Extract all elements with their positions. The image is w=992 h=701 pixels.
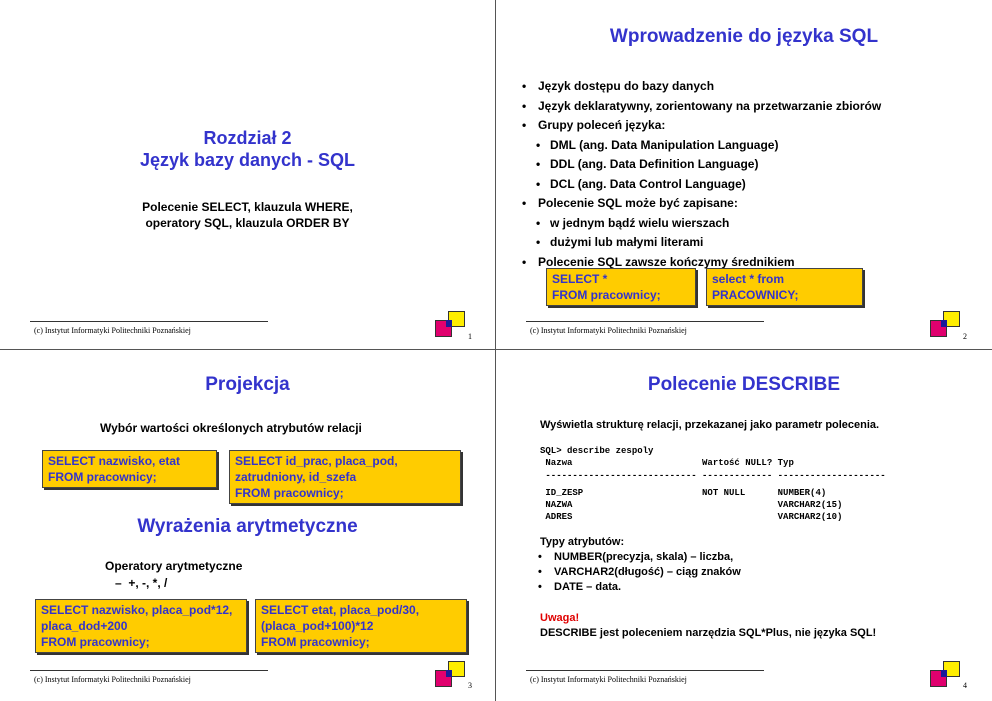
footer-divider <box>30 670 268 671</box>
bullet-item: • Polecenie SQL zawsze kończymy średnikiem <box>520 253 881 273</box>
operators-list: – +, -, *, / <box>115 576 168 590</box>
institute-logo <box>930 311 960 337</box>
code-line: FROM pracownicy; <box>552 288 661 302</box>
slide-2-title: Wprowadzenie do języka SQL <box>609 26 879 47</box>
footer-text: (c) Instytut Informatyki Politechniki Poznańskiej <box>530 675 687 684</box>
types-list <box>536 550 741 595</box>
code-line: FROM pracownicy; <box>41 635 150 649</box>
code-line: zatrudniony, id_szefa <box>235 470 357 484</box>
bullet-item: • Grupy poleceń języka: <box>520 116 881 136</box>
slide-3-title: Projekcja <box>205 374 290 395</box>
types-label: Typy atrybutów: <box>540 536 625 548</box>
describe-row: ID_ZESP NOT NULL NUMBER(4) <box>540 488 827 498</box>
slide-4 <box>496 350 992 701</box>
type-item: • NUMBER(precyzja, skala) – liczba, <box>536 550 741 565</box>
bullet-item: • Polecenie SQL może być zapisane: <box>520 194 881 214</box>
slide-1-title-line-2: Język bazy danych - SQL <box>139 150 356 170</box>
sql-command-line: SQL> describe zespoly <box>540 446 654 456</box>
slide-2-bullet-list <box>520 77 881 272</box>
code-line: FROM pracownicy; <box>48 470 157 484</box>
slide-4-title: Polecenie DESCRIBE <box>647 374 841 395</box>
slide-3-description: Wybór wartości określonych atrybutów relacji <box>100 421 362 435</box>
type-item: • DATE – data. <box>536 580 741 595</box>
bullet-item: • Język deklaratywny, zorientowany na przetwarzanie zbiorów <box>520 97 881 117</box>
sub-bullet-item: • w jednym bądź wielu wierszach <box>520 214 881 234</box>
code-line: FROM pracownicy; <box>261 635 370 649</box>
code-line: SELECT nazwisko, etat <box>48 454 181 468</box>
slide-3-section-title: Wyrażenia arytmetyczne <box>137 516 358 537</box>
code-line: placa_dod+200 <box>41 619 128 633</box>
sql-example-box <box>35 599 247 653</box>
slide-3 <box>0 350 495 701</box>
warning-label: Uwaga! <box>540 612 580 624</box>
code-line: select * from <box>712 272 785 286</box>
sql-example-box <box>546 268 696 306</box>
code-line: SELECT * <box>552 272 608 286</box>
warning-text: DESCRIBE jest poleceniem narzędzia SQL*Plus, nie języka SQL! <box>540 627 877 639</box>
sql-example-box <box>229 450 461 504</box>
sub-bullet-item: • DML (ang. Data Manipulation Language) <box>520 136 881 156</box>
sql-example-box <box>706 268 863 306</box>
institute-logo <box>930 661 960 687</box>
code-line: PRACOWNICY; <box>712 288 799 302</box>
code-line: SELECT nazwisko, placa_pod*12, <box>41 603 233 617</box>
slide-1 <box>0 0 495 349</box>
describe-row: NAZWA VARCHAR2(15) <box>540 500 843 510</box>
slide-2 <box>496 0 992 349</box>
describe-separator: ---------------------------- ------------- -------------------- <box>540 471 886 481</box>
institute-logo <box>435 661 465 687</box>
page-number: 4 <box>963 681 967 690</box>
footer-divider <box>30 321 268 322</box>
footer-text: (c) Instytut Informatyki Politechniki Poznańskiej <box>530 326 687 335</box>
describe-row: ADRES VARCHAR2(10) <box>540 512 843 522</box>
page-number: 2 <box>963 332 967 341</box>
institute-logo <box>435 311 465 337</box>
code-line: FROM pracownicy; <box>235 486 344 500</box>
sub-bullet-item: • DDL (ang. Data Definition Language) <box>520 155 881 175</box>
bullet-item: • Język dostępu do bazy danych <box>520 77 881 97</box>
footer-text: (c) Instytut Informatyki Politechniki Poznańskiej <box>34 326 191 335</box>
sub-bullet-item: • DCL (ang. Data Control Language) <box>520 175 881 195</box>
type-item: • VARCHAR2(długość) – ciąg znaków <box>536 565 741 580</box>
code-line: SELECT id_prac, placa_pod, <box>235 454 398 468</box>
code-line: (placa_pod+100)*12 <box>261 619 374 633</box>
slide-1-subtitle-line-1: Polecenie SELECT, klauzula WHERE, <box>142 200 353 214</box>
slide-1-title-line-1: Rozdział 2 <box>203 128 292 148</box>
sql-example-box <box>42 450 217 488</box>
footer-text: (c) Instytut Informatyki Politechniki Poznańskiej <box>34 675 191 684</box>
footer-divider <box>526 670 764 671</box>
page-number: 1 <box>468 332 472 341</box>
operators-label: Operatory arytmetyczne <box>105 559 243 573</box>
slide-4-description: Wyświetla strukturę relacji, przekazanej jako parametr polecenia. <box>540 419 880 431</box>
describe-header: Nazwa Wartość NULL? Typ <box>540 458 794 468</box>
footer-divider <box>526 321 764 322</box>
sql-example-box <box>255 599 467 653</box>
page-number: 3 <box>468 681 472 690</box>
code-line: SELECT etat, placa_pod/30, <box>261 603 420 617</box>
slide-1-subtitle-line-2: operatory SQL, klauzula ORDER BY <box>145 216 350 230</box>
sub-bullet-item: • dużymi lub małymi literami <box>520 233 881 253</box>
